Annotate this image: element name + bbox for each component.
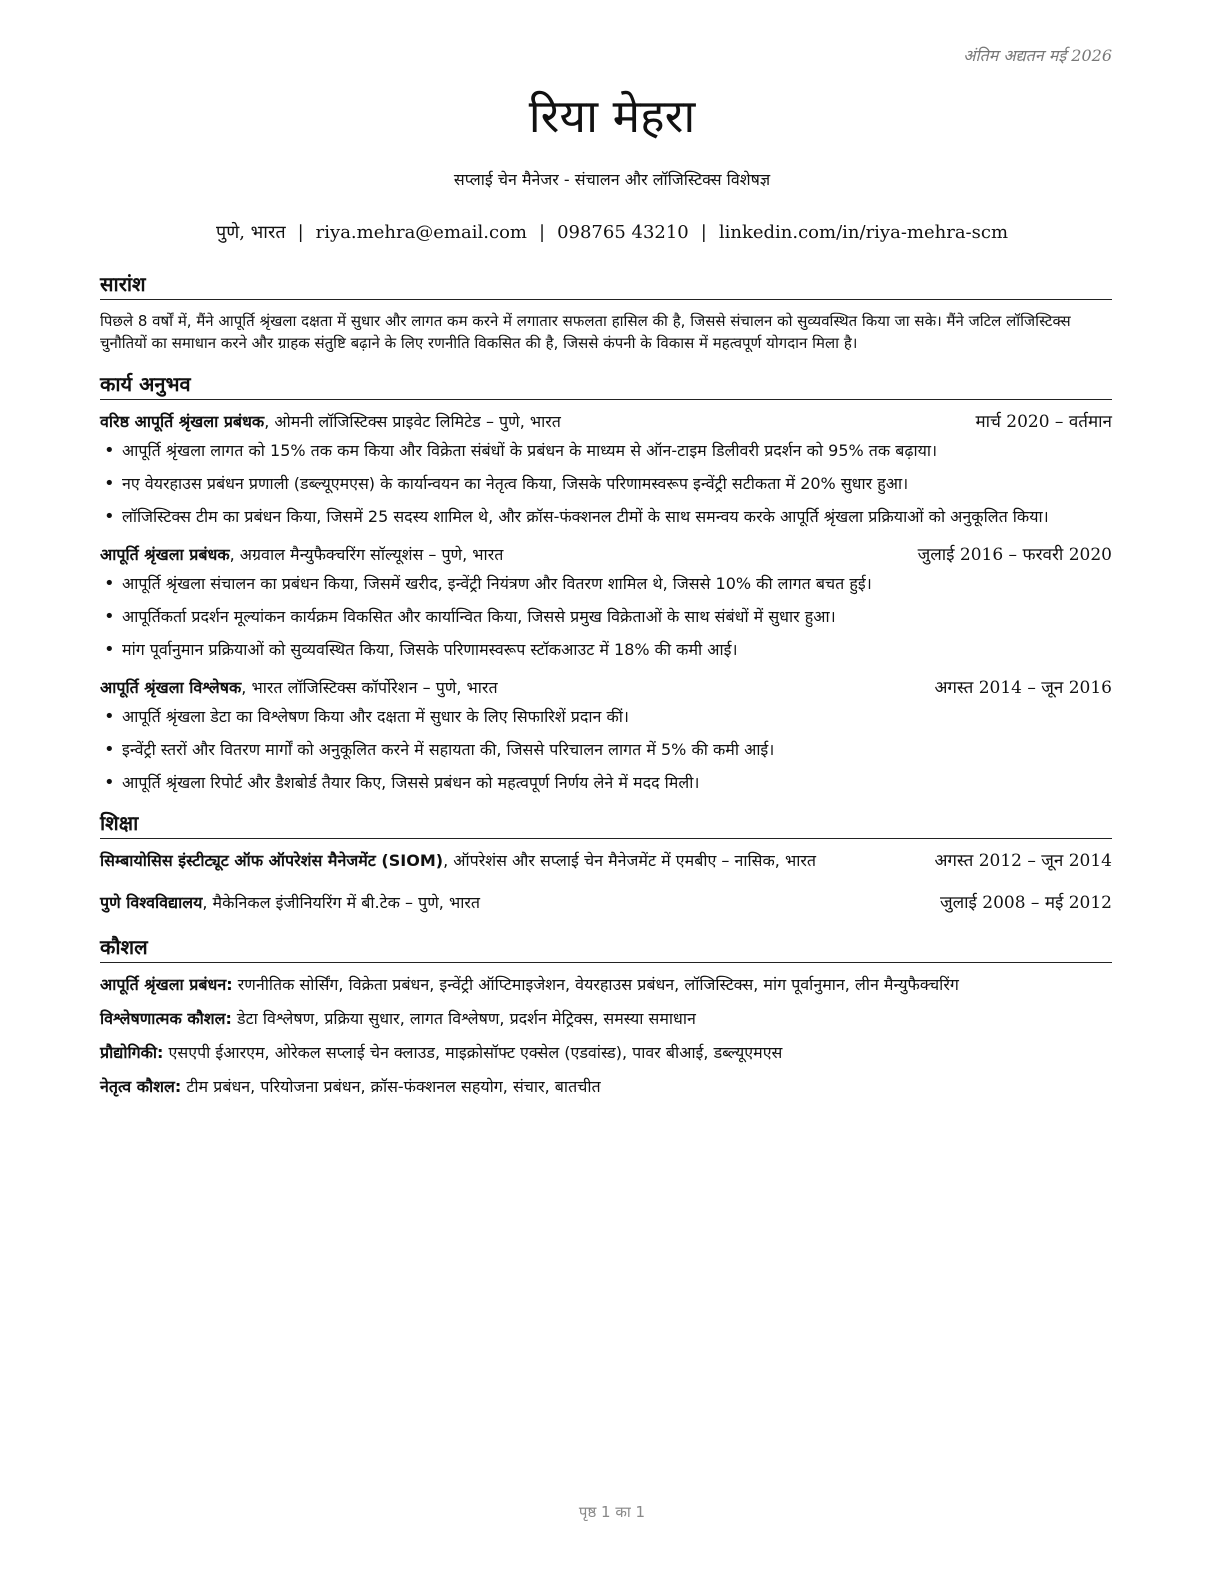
job-org: , ओमनी लॉजिस्टिक्स प्राइवेट लिमिटेड – पुणे, भारत [264,412,561,431]
job-dates: जुलाई 2016 – फरवरी 2020 [917,545,1112,565]
skill-label: नेतृत्व कौशल: [100,1077,182,1096]
education-entry [100,849,1112,873]
education-school: सिम्बायोसिस इंस्टीट्यूट ऑफ ऑपरेशंस मैनेजमेंट (SIOM) [100,851,444,870]
contact-linkedin[interactable]: linkedin.com/in/riya-mehra-scm [718,222,1009,243]
contact-location: पुणे, भारत [215,222,286,243]
page-footer: पृष्ठ 1 का 1 [578,1503,646,1521]
contact-separator: | [297,222,304,243]
job-role: आपूर्ति श्रृंखला प्रबंधक [100,545,230,564]
job-org: , भारत लॉजिस्टिक्स कॉर्पोरेशन – पुणे, भारत [241,678,498,697]
skill-label: आपूर्ति श्रृंखला प्रबंधन: [100,975,233,994]
contact-phone[interactable]: 098765 43210 [557,222,689,243]
education-heading: शिक्षा [100,809,1112,839]
job-bullet: • आपूर्तिकर्ता प्रदर्शन मूल्यांकन कार्यक्रम विकसित और कार्यान्वित किया, जिससे प्रमुख विक्रेताओं के साथ संबंधों में सुधार हुआ। [100,604,1112,629]
job-role: वरिष्ठ आपूर्ति श्रृंखला प्रबंधक [100,412,265,431]
summary-text: पिछले 8 वर्षों में, मैंने आपूर्ति श्रृंखला दक्षता में सुधार और लागत कम करने में लगातार सफलता हासिल की है, जिससे संचालन को सुव्यवस्थित किया जा सके। मैंने जटिल लॉजिस्टिक्स चुनौतियों का समाधान करने और ग्राहक संतुष्टि बढ़ाने के लिए रणनीति विकसित की है, जिससे कंपनी के विकास में महत्वपूर्ण योगदान मिला है। [100,312,1071,352]
education-detail: , ऑपरेशंस और सप्लाई चेन मैनेजमेंट में एमबीए – नासिक, भारत [443,851,817,870]
job-bullet: • लॉजिस्टिक्स टीम का प्रबंधन किया, जिसमें 25 सदस्य शामिल थे, और क्रॉस-फंक्शनल टीमों के साथ समन्वय करके आपूर्ति श्रृंखला प्रक्रियाओं को अनुकूलित किया। [100,504,1112,529]
job-role: आपूर्ति श्रृंखला विश्लेषक [100,678,242,697]
last-updated: अंतिम अद्यतन मई 2026 [963,46,1112,65]
job-entry [100,410,1112,529]
skill-line [100,1075,1112,1099]
resume-content [100,270,1112,1109]
summary-heading: सारांश [100,270,1112,300]
contact-separator: | [700,222,707,243]
education-dates: अगस्त 2012 – जून 2014 [934,851,1112,871]
job-bullet: • आपूर्ति श्रृंखला लागत को 15% तक कम किया और विक्रेता संबंधों के प्रबंधन के माध्यम से ऑन-टाइम डिलीवरी प्रदर्शन को 95% तक बढ़ाया। [100,438,1112,463]
skill-value: टीम प्रबंधन, परियोजना प्रबंधन, क्रॉस-फंक्शनल सहयोग, संचार, बातचीत [181,1077,601,1096]
education-detail: , मैकेनिकल इंजीनियरिंग में बी.टेक – पुणे, भारत [202,893,481,912]
candidate-name: रिया मेहरा [528,89,696,143]
job-bullet: • आपूर्ति श्रृंखला रिपोर्ट और डैशबोर्ड तैयार किए, जिससे प्रबंधन को महत्वपूर्ण निर्णय लेने में मदद मिली। [100,770,1112,795]
job-bullet: • इन्वेंट्री स्तरों और वितरण मार्गों को अनुकूलित करने में सहायता की, जिससे परिचालन लागत में 5% की कमी आई। [100,737,1112,762]
skill-value: एसएपी ईआरएम, ओरेकल सप्लाई चेन क्लाउड, माइक्रोसॉफ्ट एक्सेल (एडवांस्ड), पावर बीआई, डब्ल्यूएमएस [163,1043,783,1062]
education-dates: जुलाई 2008 – मई 2012 [939,893,1112,913]
job-bullet: • आपूर्ति श्रृंखला संचालन का प्रबंधन किया, जिसमें खरीद, इन्वेंट्री नियंत्रण और वितरण शामिल थे, जिससे 10% की लागत बचत हुई। [100,571,1112,596]
candidate-subtitle: सप्लाई चेन मैनेजर - संचालन और लॉजिस्टिक्स विशेषज्ञ [453,170,771,189]
contact-email[interactable]: riya.mehra@email.com [315,222,527,243]
skills-heading: कौशल [100,933,1112,963]
skill-label: प्रौद्योगिकी: [100,1043,164,1062]
job-org: , अग्रवाल मैन्युफैक्चरिंग सॉल्यूशंस – पुणे, भारत [229,545,504,564]
job-entry [100,543,1112,662]
education-entry [100,891,1112,915]
skills-list [100,973,1112,1099]
skill-line [100,973,1112,997]
job-bullet: • नए वेयरहाउस प्रबंधन प्रणाली (डब्ल्यूएमएस) के कार्यान्वयन का नेतृत्व किया, जिसके परिणामस्वरूप इन्वेंट्री सटीकता में 20% सुधार हुआ। [100,471,1112,496]
experience-heading: कार्य अनुभव [100,370,1112,400]
job-bullet: • आपूर्ति श्रृंखला डेटा का विश्लेषण किया और दक्षता में सुधार के लिए सिफारिशें प्रदान कीं। [100,704,1112,729]
skill-value: डेटा विश्लेषण, प्रक्रिया सुधार, लागत विश्लेषण, प्रदर्शन मेट्रिक्स, समस्या समाधान [231,1009,696,1028]
job-entry [100,676,1112,795]
contact-separator: | [538,222,546,243]
education-school: पुणे विश्वविद्यालय [100,893,203,912]
contact-line [0,220,1224,244]
skill-line [100,1007,1112,1031]
job-bullet: • मांग पूर्वानुमान प्रक्रियाओं को सुव्यवस्थित किया, जिसके परिणामस्वरूप स्टॉकआउट में 18% की कमी आई। [100,637,1112,662]
skill-value: रणनीतिक सोर्सिंग, विक्रेता प्रबंधन, इन्वेंट्री ऑप्टिमाइजेशन, वेयरहाउस प्रबंधन, लॉजिस्टिक्स, मांग पूर्वानुमान, लीन मैन्युफैक्चरिंग [232,975,959,994]
skill-label: विश्लेषणात्मक कौशल: [100,1009,232,1028]
skill-line [100,1041,1112,1065]
job-dates: मार्च 2020 – वर्तमान [975,412,1112,432]
job-dates: अगस्त 2014 – जून 2016 [934,678,1112,698]
